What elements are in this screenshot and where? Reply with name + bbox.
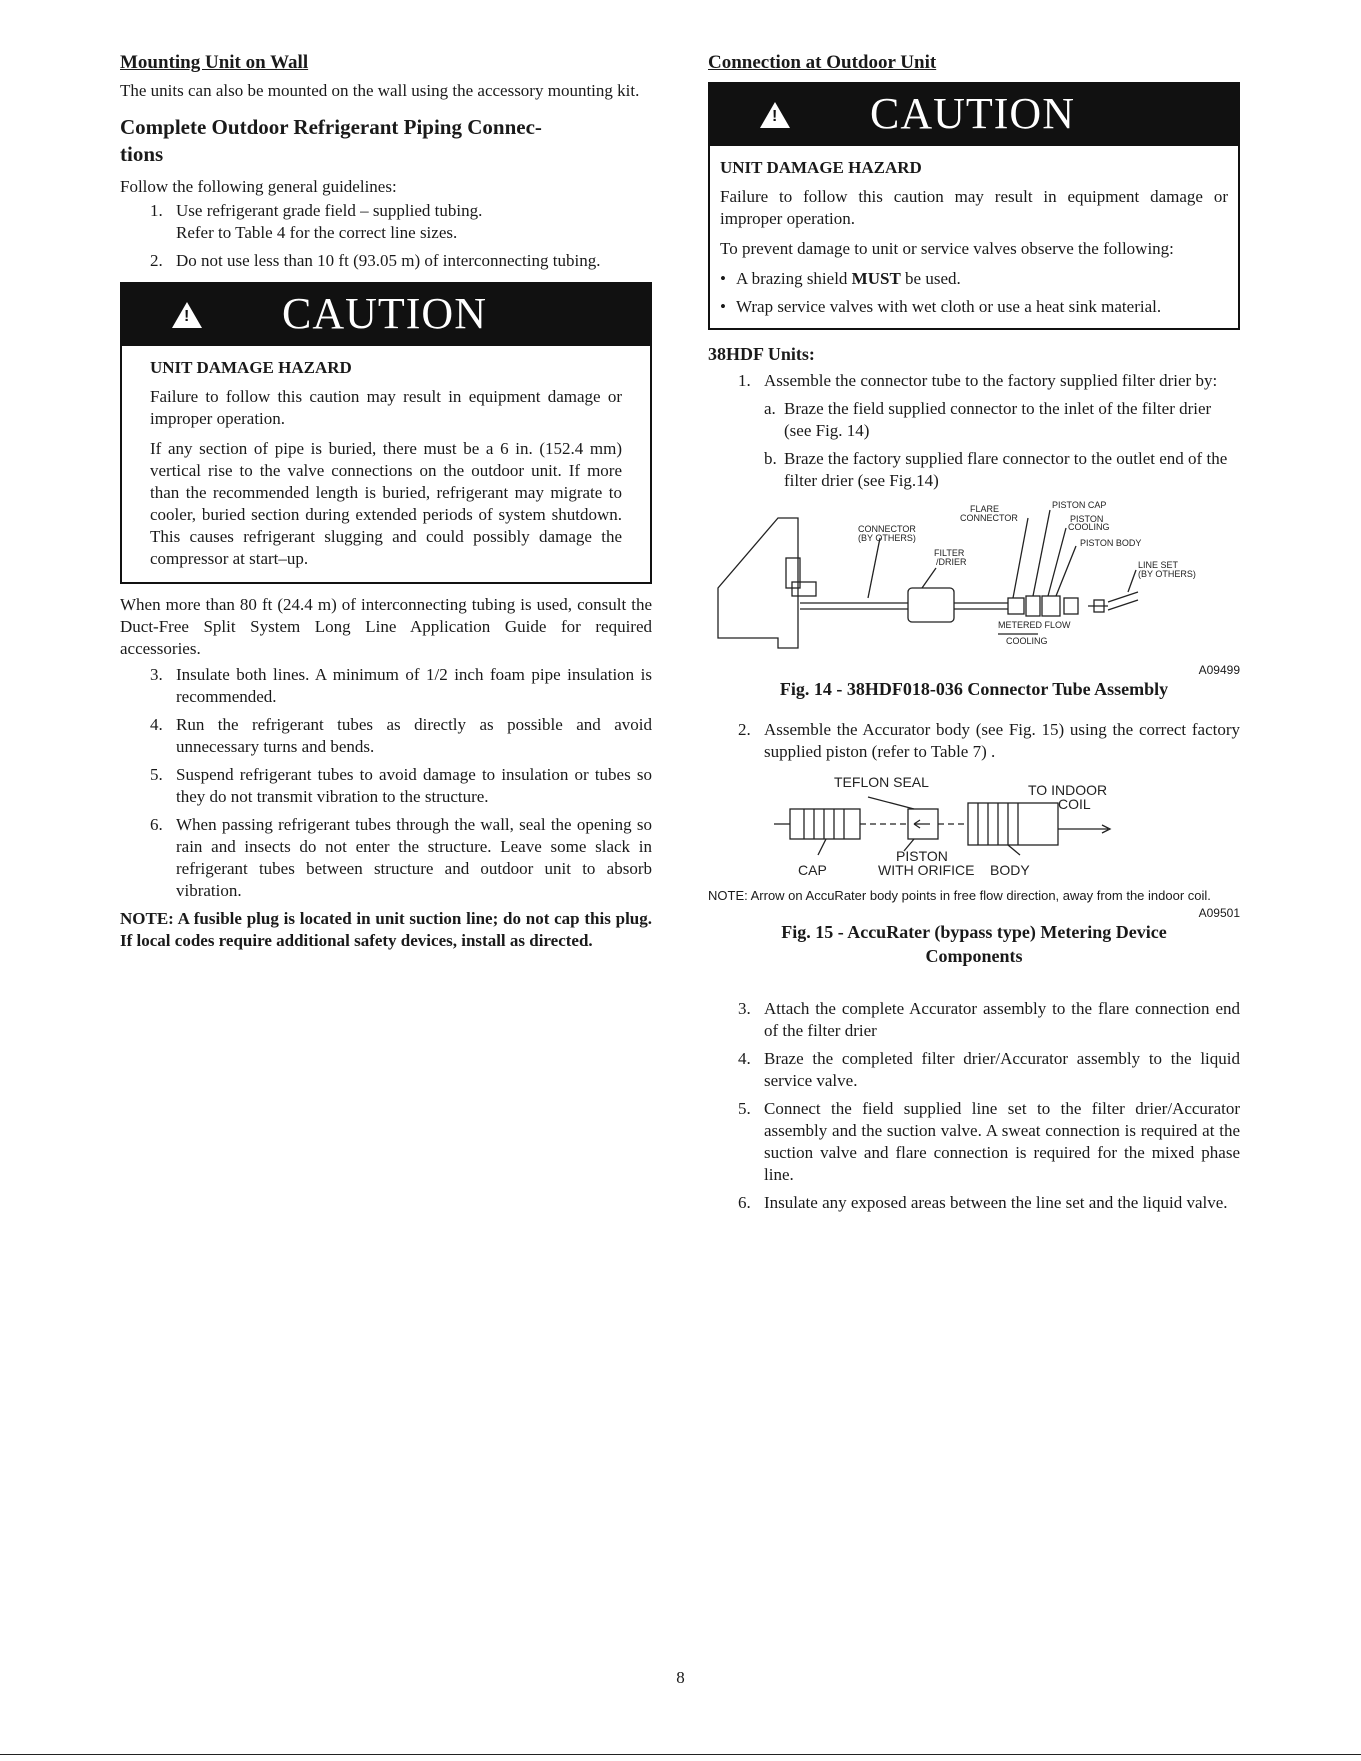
fig14-caption: Fig. 14 - 38HDF018-036 Connector Tube Assembly [779, 679, 1169, 699]
caution-header [710, 84, 1238, 146]
bottom-divider [0, 1754, 1361, 1755]
fig15-label: COIL [1058, 796, 1091, 812]
fig14-label: FILTER [934, 548, 965, 558]
fig14-label: COOLING [1006, 636, 1048, 646]
fig15-label: WITH ORIFICE [878, 862, 975, 878]
bullet-text: A brazing shield [736, 269, 852, 288]
step-text: Run the refrigerant tubes as directly as possible and avoid unnecessary turns and bends. [176, 715, 652, 756]
mounting-heading: Mounting Unit on Wall [120, 52, 309, 73]
accurater-diagram [708, 769, 1240, 879]
hazard-title: UNIT DAMAGE HAZARD [150, 358, 352, 377]
step-number: 4. [150, 715, 163, 734]
step-number: 1. [150, 201, 163, 220]
line-set-shape [1108, 592, 1138, 602]
assembly-list [708, 370, 1240, 392]
warning-icon [172, 302, 202, 328]
filter-drier-shape [908, 588, 954, 622]
list-item [728, 398, 1240, 442]
fig15-caption-line1: Fig. 15 - AccuRater (bypass type) Metering Device [781, 922, 1167, 942]
fig15-label: CAP [798, 862, 827, 878]
list-item [708, 1192, 1240, 1214]
flare-connector-shape [1008, 598, 1024, 614]
caution-text: Failure to follow this caution may result in equipment damage or improper operation. [720, 187, 1228, 228]
fig15-caption [708, 920, 1240, 968]
step-text: Do not use less than 10 ft (93.05 m) of interconnecting tubing. [176, 251, 601, 270]
caution-header [122, 284, 650, 346]
step-text: Braze the completed filter drier/Accurator assembly to the liquid service valve. [764, 1049, 1240, 1090]
fig14-id: A09499 [1198, 663, 1240, 677]
caution-text: If any section of pipe is buried, there must be a 6 in. (152.4 mm) vertical rise to the valve connections on the outdoor unit. If more than the recommended length is buried, refrigerant may migrate to cooler, buried section during extended periods of system shutdown. This causes refrigerant slugging and could possibly damage the compressor at start–up. [150, 439, 622, 568]
step-letter: a. [764, 399, 776, 418]
step-text: Attach the complete Accurator assembly to the flare connection end of the filter drier [764, 999, 1240, 1040]
fig14-label: PISTON [1070, 514, 1104, 524]
fig15-label: PISTON [896, 848, 948, 864]
step-text: Assemble the Accurator body (see Fig. 15) using the correct factory supplied piston (refer to Table 7) . [764, 720, 1240, 761]
fusible-plug-note: NOTE: A fusible plug is located in unit suction line; do not cap this plug. If local codes require additional safety devices, install as directed. [120, 909, 652, 950]
hazard-title: UNIT DAMAGE HAZARD [720, 158, 922, 177]
list-item [708, 1098, 1240, 1186]
list-item [708, 998, 1240, 1042]
fig14-label: CONNECTOR [960, 513, 1018, 523]
mounting-text: The units can also be mounted on the wall using the accessory mounting kit. [120, 81, 640, 100]
bullet-text: be used. [900, 269, 961, 288]
guidelines-list-cont [120, 664, 652, 902]
fig15-id: A09501 [1198, 906, 1240, 920]
figure-14 [708, 498, 1240, 701]
step-number: 5. [150, 765, 163, 784]
list-item [120, 714, 652, 758]
cap-shape [790, 809, 860, 839]
fig14-label: (BY OTHERS) [1138, 569, 1196, 579]
fig15-label: TEFLON SEAL [834, 774, 929, 790]
piston-cap-shape [1026, 596, 1040, 616]
step-number: 4. [738, 1049, 751, 1068]
step-text: Suspend refrigerant tubes to avoid damage to insulation or tubes so they do not transmit vibration to the structure. [176, 765, 652, 806]
caution-text: To prevent damage to unit or service valves observe the following: [720, 239, 1174, 258]
step-text: Braze the factory supplied flare connector to the outlet end of the filter drier (see Fig.14) [784, 449, 1228, 490]
step-letter: b. [764, 449, 777, 468]
fig14-label: CONNECTOR [858, 524, 916, 534]
guidelines-list [120, 200, 652, 272]
step-number: 3. [150, 665, 163, 684]
caution-word: CAUTION [870, 89, 1075, 138]
step-text: Use refrigerant grade field – supplied tubing. [176, 201, 483, 220]
warning-icon [760, 102, 790, 128]
step-text: Connect the field supplied line set to the filter drier/Accurator assembly and the suction valve. A sweat connection is required at the suction valve and flare connection is required for the mixed phase line. [764, 1099, 1240, 1184]
caution-bullet [720, 268, 1228, 290]
step-text: Assemble the connector tube to the factory supplied filter drier by: [764, 371, 1218, 390]
list-item [120, 200, 652, 244]
list-item [708, 1048, 1240, 1092]
body-shape [968, 803, 1058, 845]
fig14-label: COOLING [1068, 522, 1110, 532]
piping-heading-line1: Complete Outdoor Refrigerant Piping Connec- [120, 115, 542, 139]
caution-word: CAUTION [282, 289, 487, 338]
list-item [708, 719, 1240, 763]
step-number: 6. [150, 815, 163, 834]
caution-body [122, 346, 650, 582]
piping-heading [120, 114, 652, 168]
sub-list [708, 398, 1240, 492]
fig14-label: METERED FLOW [998, 620, 1071, 630]
fig14-label: LINE SET [1138, 560, 1179, 570]
caution-text: Failure to follow this caution may result in equipment damage or improper operation. [150, 387, 622, 428]
list-item [120, 814, 652, 902]
fig14-label: FLARE [970, 504, 1000, 514]
step-text: Insulate both lines. A minimum of 1/2 inch foam pipe insulation is recommended. [176, 665, 652, 706]
right-column [708, 50, 1240, 1220]
step-text: When passing refrigerant tubes through the wall, seal the opening so rain and insects do not enter the structure. Leave some slack in refrigerant tubes between structure and outdoor unit to absorb vibration. [176, 815, 652, 900]
step-number: 6. [738, 1193, 751, 1212]
list-item [708, 370, 1240, 392]
fig14-label: PISTON BODY [1080, 538, 1142, 548]
step-number: 2. [738, 720, 751, 739]
long-line-text: When more than 80 ft (24.4 m) of interconnecting tubing is used, consult the Duct-Free Split System Long Line Application Guide for required accessories. [120, 595, 652, 658]
caution-box [120, 282, 652, 584]
bullet-bold: MUST [851, 269, 901, 288]
step-number: 5. [738, 1099, 751, 1118]
guidelines-intro: Follow the following general guidelines: [120, 177, 397, 196]
step-text: Braze the field supplied connector to the inlet of the filter drier (see Fig. 14) [784, 399, 1212, 440]
fig15-caption-line2: Components [925, 946, 1023, 966]
fig14-label: (BY OTHERS) [858, 533, 916, 543]
page-number: 8 [676, 1668, 685, 1687]
fig15-note: NOTE: Arrow on AccuRater body points in free flow direction, away from the indoor coil. [708, 888, 1211, 903]
fig15-label: TO INDOOR [1028, 782, 1108, 798]
list-item [120, 764, 652, 808]
fig14-label: PISTON CAP [1052, 500, 1107, 510]
caution-bullet: • Wrap service valves with wet cloth or use a heat sink material. [720, 296, 1228, 318]
step-number: 1. [738, 371, 751, 390]
list-item [728, 448, 1240, 492]
caution-body [710, 146, 1238, 328]
assembly-list-cont [708, 719, 1240, 763]
step-text: Insulate any exposed areas between the line set and the liquid valve. [764, 1193, 1228, 1212]
assembly-list-final [708, 998, 1240, 1214]
list-item [120, 250, 652, 272]
fig14-label: /DRIER [936, 557, 967, 567]
flow-arrow-icon [914, 820, 930, 828]
step-number: 2. [150, 251, 163, 270]
step-number: 3. [738, 999, 751, 1018]
caution-box [708, 82, 1240, 330]
left-column [120, 50, 652, 952]
valve-stem-shape [792, 582, 816, 596]
connection-heading: Connection at Outdoor Unit [708, 52, 937, 73]
piping-heading-line2: tions [120, 142, 164, 166]
figure-15 [708, 769, 1240, 968]
fig15-label: BODY [990, 862, 1030, 878]
list-item [120, 664, 652, 708]
piston-body-shape [1042, 596, 1060, 616]
connector-tube-diagram [708, 498, 1240, 658]
units-heading: 38HDF Units: [708, 344, 815, 364]
step-text: Refer to Table 4 for the correct line sizes. [176, 223, 458, 242]
